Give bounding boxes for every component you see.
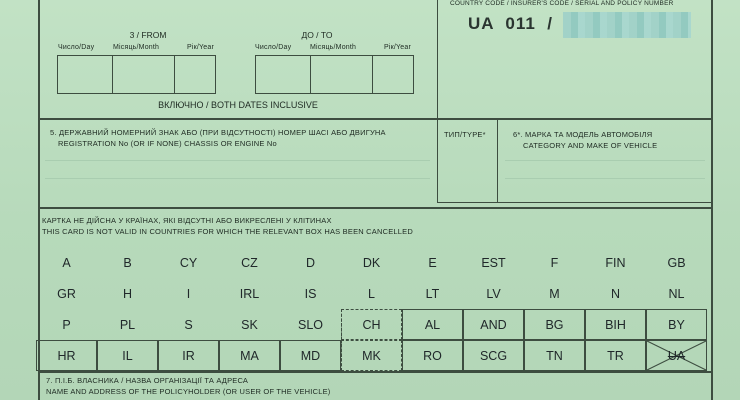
countries-note-ua: КАРТКА НЕ ДІЙСНА У КРАЇНАХ, ЯКІ ВІДСУТНІ АБО ВИКРЕСЛЕНІ У КЛІТИНАХ (42, 216, 332, 225)
country-nl: NL (668, 286, 685, 301)
country-lv: LV (486, 286, 501, 301)
country-tr: TR (585, 340, 646, 371)
make-label-ua: 6*. МАРКА ТА МОДЕЛЬ АВТОМОБІЛЯ (513, 130, 653, 139)
country-f: F (550, 255, 559, 270)
country-d: D (305, 255, 316, 270)
to-label: ДО / TO (301, 30, 333, 40)
country-md: MD (280, 340, 341, 371)
type-label: ТИП/TYPE* (444, 130, 486, 139)
redacted-serial (563, 12, 691, 38)
to-date-box (255, 55, 414, 94)
to-year-label: Рік/Year (384, 44, 411, 51)
country-n: N (610, 286, 621, 301)
both-dates-inclusive: ВКЛЮЧНО / BOTH DATES INCLUSIVE (158, 100, 318, 110)
from-label: 3 / FROM (129, 30, 167, 40)
country-and: AND (463, 309, 524, 340)
type-divider-right (497, 120, 498, 203)
country-al: AL (402, 309, 463, 340)
country-ro: RO (402, 340, 463, 371)
guide-line (45, 160, 430, 161)
guide-line (505, 160, 705, 161)
countries-note-en: THIS CARD IS NOT VALID IN COUNTRIES FOR WHICH THE RELEVANT BOX HAS BEEN CANCELLED (42, 227, 413, 236)
country-sk: SK (241, 317, 258, 332)
policyholder-label-ua: 7. П.І.Б. ВЛАСНИКА / НАЗВА ОРГАНІЗАЦІЇ ТА АДРЕСА (46, 376, 249, 385)
country-e: E (428, 255, 437, 270)
guide-line (45, 178, 430, 179)
country-hr: HR (36, 340, 97, 371)
country-gr: GR (57, 286, 76, 301)
country-scg: SCG (463, 340, 524, 371)
guide-line (505, 178, 705, 179)
country-ua-label: UA (667, 348, 686, 363)
country-il: IL (97, 340, 158, 371)
country-est: EST (481, 255, 506, 270)
country-irl: IRL (239, 286, 260, 301)
country-h: H (122, 286, 133, 301)
country-fin: FIN (605, 255, 626, 270)
country-l: L (368, 286, 375, 301)
section-divider-1 (38, 118, 712, 120)
serial-number: UA 011 / (468, 14, 553, 33)
country-a: A (62, 255, 71, 270)
country-tn: TN (524, 340, 585, 371)
make-label-en: CATEGORY AND MAKE OF VEHICLE (523, 141, 658, 150)
country-gb: GB (667, 255, 686, 270)
serial-label: COUNTRY CODE / INSURER'S CODE / SERIAL AND POLICY NUMBER (450, 0, 674, 7)
section-divider-3 (38, 371, 712, 373)
country-is: IS (304, 286, 317, 301)
country-by: BY (646, 309, 707, 340)
type-divider-left (437, 120, 438, 203)
country-s: S (184, 317, 193, 332)
country-ua-cancelled (646, 340, 707, 371)
from-day-cell (58, 56, 113, 93)
country-bg: BG (524, 309, 585, 340)
country-ir: IR (158, 340, 219, 371)
country-cy: CY (179, 255, 198, 270)
country-bih: BIH (585, 309, 646, 340)
country-slo: SLO (297, 317, 323, 332)
country-ma: MA (219, 340, 280, 371)
country-cz: CZ (241, 255, 258, 270)
to-month-cell (311, 56, 373, 93)
from-month-cell (113, 56, 175, 93)
to-day-label: Число/Day (255, 44, 292, 51)
to-day-cell (256, 56, 311, 93)
country-lt: LT (425, 286, 440, 301)
country-m: M (549, 286, 560, 301)
from-date-box (57, 55, 216, 94)
country-dk: DK (362, 255, 381, 270)
section-divider-2 (38, 207, 712, 209)
country-ch: CH (341, 309, 402, 340)
dashed-connector (341, 309, 402, 371)
country-b: B (123, 255, 132, 270)
registration-label-ua: 5. ДЕРЖАВНИЙ НОМЕРНИЙ ЗНАК АБО (ПРИ ВІДСУТНОСТІ) НОМЕР ШАСІ АБО ДВИГУНА (50, 128, 386, 137)
serial-divider (437, 0, 438, 118)
from-month-label: Місяць/Month (113, 44, 160, 51)
vehicle-bottom-line (437, 202, 712, 203)
from-year-label: Рік/Year (187, 44, 214, 51)
country-pl: PL (119, 317, 136, 332)
from-day-label: Число/Day (58, 44, 95, 51)
country-grid (36, 245, 716, 370)
country-i: I (186, 286, 191, 301)
registration-label-en: REGISTRATION No (OR IF NONE) CHASSIS OR ENGINE No (58, 139, 277, 148)
policyholder-label-en: NAME AND ADDRESS OF THE POLICYHOLDER (OR USER OF THE VEHICLE) (46, 387, 331, 396)
country-p: P (62, 317, 71, 332)
country-mk: MK (341, 340, 402, 371)
to-month-label: Місяць/Month (310, 44, 357, 51)
